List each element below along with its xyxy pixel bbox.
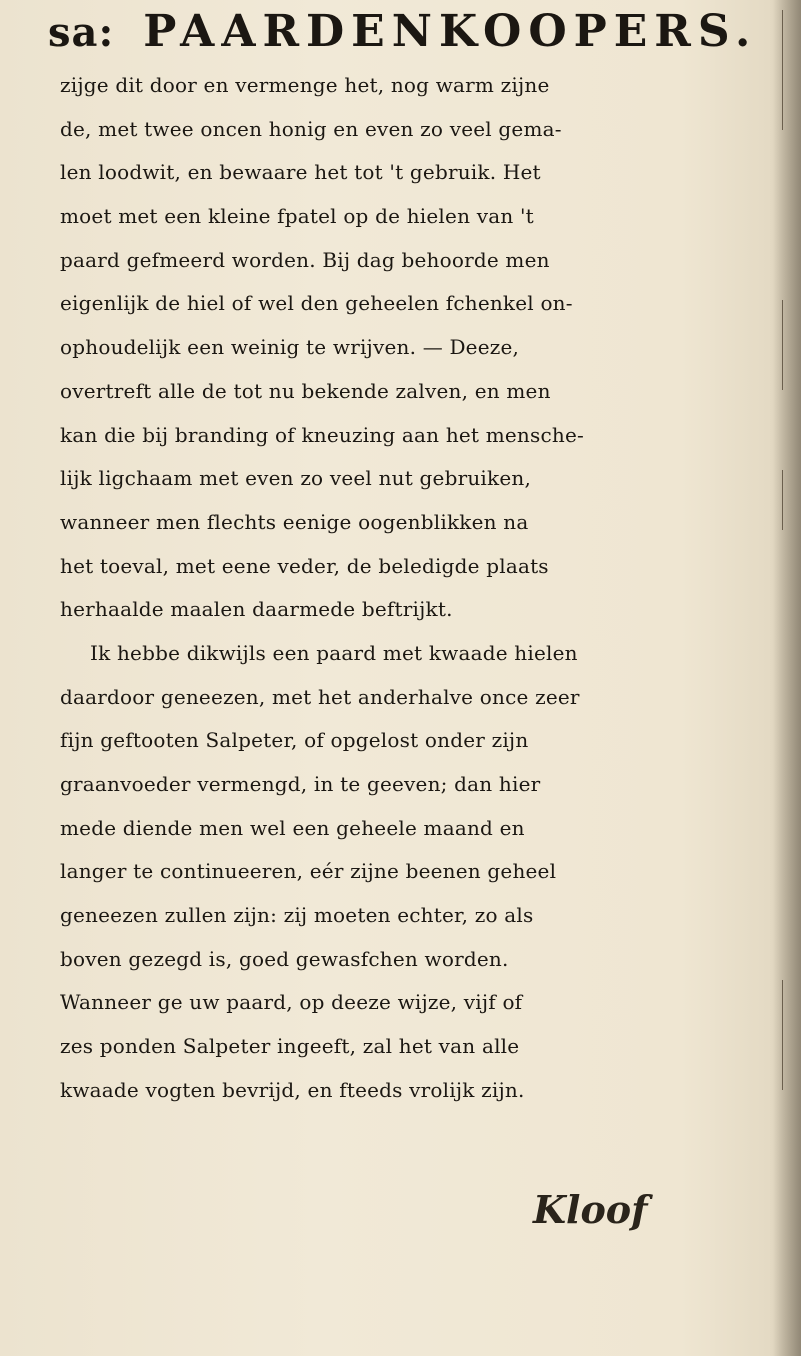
text-line: mede diende men wel een geheele maand en bbox=[60, 815, 525, 840]
text-line: graanvoeder vermengd, in te geeven; dan hier bbox=[60, 772, 541, 796]
text-line: Wanneer ge uw paard, op deeze wijze, vijf of bbox=[60, 990, 523, 1015]
paragraph-start-line: Ik hebbe dikwijls een paard met kwaade hielen bbox=[90, 640, 578, 665]
page-edge-line bbox=[782, 470, 783, 530]
page-number: sa: bbox=[48, 9, 115, 56]
text-line: overtreft alle de tot nu bekende zalven, en men bbox=[60, 378, 551, 403]
text-line: paard gefmeerd worden. Bij dag behoorde men bbox=[60, 247, 550, 272]
text-line: boven gezegd is, goed gewasfchen worden. bbox=[60, 946, 509, 971]
text-line: kan die bij branding of kneuzing aan het mensche- bbox=[60, 422, 584, 447]
text-line: fijn geftooten Salpeter, of opgelost onder zijn bbox=[60, 728, 529, 753]
text-line: wanneer men flechts eenige oogenblikken na bbox=[60, 509, 529, 534]
text-line: moet met een kleine fpatel op de hielen van 't bbox=[60, 204, 534, 229]
body-text bbox=[60, 64, 780, 1113]
page-edge-line bbox=[782, 300, 783, 390]
text-line: langer te continueeren, eér zijne beenen geheel bbox=[60, 859, 557, 884]
text-line: geneezen zullen zijn: zij moeten echter, zo als bbox=[60, 903, 534, 928]
page-edge-line bbox=[782, 980, 783, 1090]
page-header bbox=[48, 6, 758, 64]
text-line: daardoor geneezen, met het anderhalve once zeer bbox=[60, 684, 580, 709]
text-line: len loodwit, en bewaare het tot 't gebruik. Het bbox=[60, 160, 541, 185]
text-line: lijk ligchaam met even zo veel nut gebruiken, bbox=[60, 466, 532, 491]
page-edge-line bbox=[782, 10, 783, 130]
text-line: kwaade vogten bevrijd, en fteeds vrolijk zijn. bbox=[60, 1077, 525, 1102]
catchword-signature: Kloof bbox=[533, 1187, 648, 1232]
text-line: herhaalde maalen daarmede beftrijkt. bbox=[60, 597, 453, 622]
text-line: eigenlijk de hiel of wel den geheelen fchenkel on- bbox=[60, 291, 573, 316]
text-line: zijge dit door en vermenge het, nog warm zijne bbox=[60, 73, 550, 97]
text-line: het toeval, met eene veder, de beledigde plaats bbox=[60, 553, 549, 578]
running-head: PAARDENKOOPERS. bbox=[143, 6, 758, 57]
text-line: ophoudelijk een weinig te wrijven. — Deeze, bbox=[60, 335, 520, 360]
text-line: de, met twee oncen honig en even zo veel gema- bbox=[60, 116, 562, 141]
text-line: zes ponden Salpeter ingeeft, zal het van alle bbox=[60, 1034, 520, 1059]
